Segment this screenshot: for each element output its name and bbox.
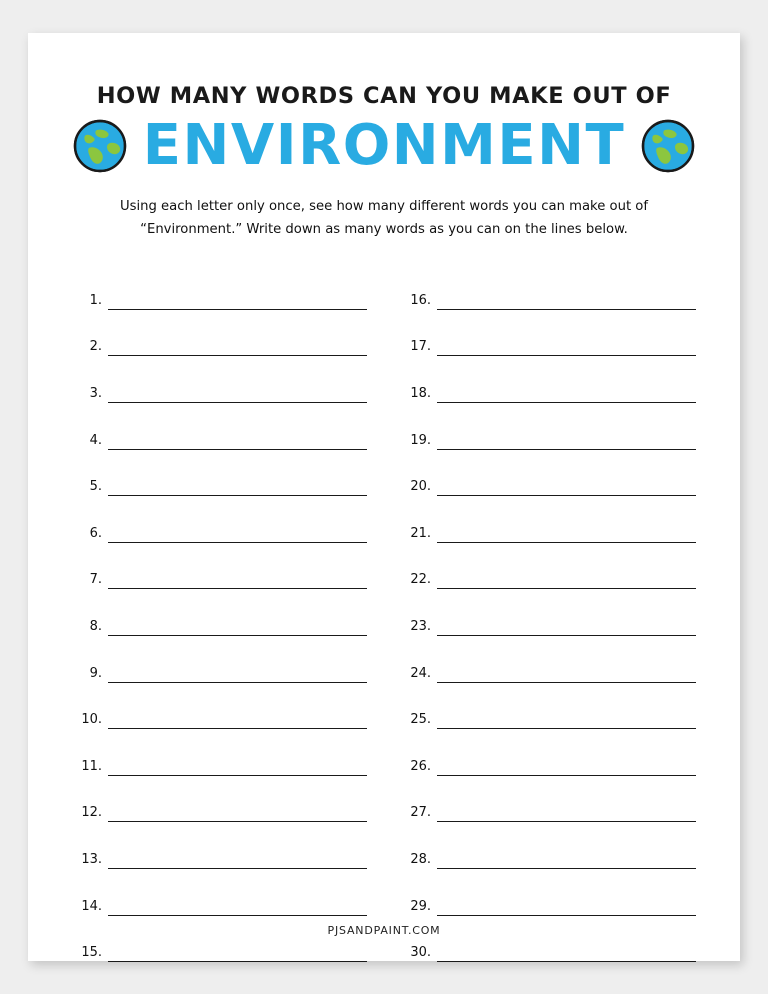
list-item[interactable]	[72, 310, 367, 357]
list-item-number: 28.	[410, 851, 431, 867]
list-item[interactable]	[401, 822, 696, 869]
list-item-number: 15.	[81, 945, 102, 961]
page-title: HOW MANY WORDS CAN YOU MAKE OUT OF	[96, 83, 672, 109]
list-item[interactable]	[72, 869, 367, 916]
globe-icon	[641, 119, 695, 173]
list-item[interactable]	[401, 636, 696, 683]
answer-line[interactable]	[108, 961, 367, 962]
list-item[interactable]	[401, 589, 696, 636]
list-item-number: 26.	[410, 758, 431, 774]
list-item[interactable]	[72, 543, 367, 590]
list-item[interactable]	[72, 776, 367, 823]
list-item[interactable]	[72, 822, 367, 869]
list-item[interactable]	[401, 683, 696, 730]
list-item[interactable]	[401, 543, 696, 590]
list-item-number: 22.	[410, 572, 431, 588]
list-item[interactable]	[72, 450, 367, 497]
list-item[interactable]	[72, 916, 367, 963]
list-item[interactable]	[401, 869, 696, 916]
list-item[interactable]	[401, 310, 696, 357]
instructions-text: Using each letter only once, see how many different words you can make out of “Environment.” Write down as many words as you can on the lines below.	[119, 198, 649, 237]
list-item-number: 12.	[81, 805, 102, 821]
list-item-number: 2.	[89, 339, 102, 355]
list-item-number: 3.	[89, 385, 102, 401]
list-item[interactable]	[401, 729, 696, 776]
list-item-number: 23.	[410, 618, 431, 634]
list-item[interactable]	[72, 589, 367, 636]
list-item-number: 13.	[81, 851, 102, 867]
headline-word: ENVIRONMENT	[142, 113, 626, 178]
answer-column-right	[401, 263, 696, 962]
list-item-number: 11.	[81, 758, 102, 774]
list-item[interactable]	[401, 776, 696, 823]
list-item-number: 25.	[410, 712, 431, 728]
list-item[interactable]	[72, 403, 367, 450]
list-item-number: 9.	[89, 665, 102, 681]
worksheet-sheet	[28, 33, 740, 961]
list-item-number: 21.	[410, 525, 431, 541]
list-item-number: 5.	[89, 479, 102, 495]
list-item[interactable]	[401, 916, 696, 963]
list-item-number: 27.	[410, 805, 431, 821]
list-item-number: 24.	[410, 665, 431, 681]
list-item[interactable]	[401, 450, 696, 497]
globe-icon	[73, 119, 127, 173]
list-item[interactable]	[72, 729, 367, 776]
list-item-number: 19.	[410, 432, 431, 448]
list-item-number: 14.	[81, 898, 102, 914]
answer-columns	[72, 263, 696, 962]
list-item-number: 17.	[410, 339, 431, 355]
list-item-number: 29.	[410, 898, 431, 914]
list-item[interactable]	[72, 496, 367, 543]
list-item[interactable]	[401, 496, 696, 543]
list-item[interactable]	[401, 403, 696, 450]
list-item-number: 20.	[410, 479, 431, 495]
list-item-number: 1.	[89, 292, 102, 308]
list-item-number: 8.	[89, 618, 102, 634]
list-item-number: 10.	[81, 712, 102, 728]
list-item-number: 7.	[89, 572, 102, 588]
list-item-number: 16.	[410, 292, 431, 308]
answer-line[interactable]	[437, 961, 696, 962]
list-item[interactable]	[401, 356, 696, 403]
list-item[interactable]	[72, 636, 367, 683]
list-item[interactable]	[72, 683, 367, 730]
headline-row	[72, 113, 696, 178]
list-item[interactable]	[72, 263, 367, 310]
list-item-number: 18.	[410, 385, 431, 401]
footer-credit: PJSANDPAINT.COM	[327, 924, 441, 937]
list-item[interactable]	[401, 263, 696, 310]
answer-column-left	[72, 263, 367, 962]
list-item-number: 4.	[89, 432, 102, 448]
list-item-number: 6.	[89, 525, 102, 541]
list-item[interactable]	[72, 356, 367, 403]
list-item-number: 30.	[410, 945, 431, 961]
